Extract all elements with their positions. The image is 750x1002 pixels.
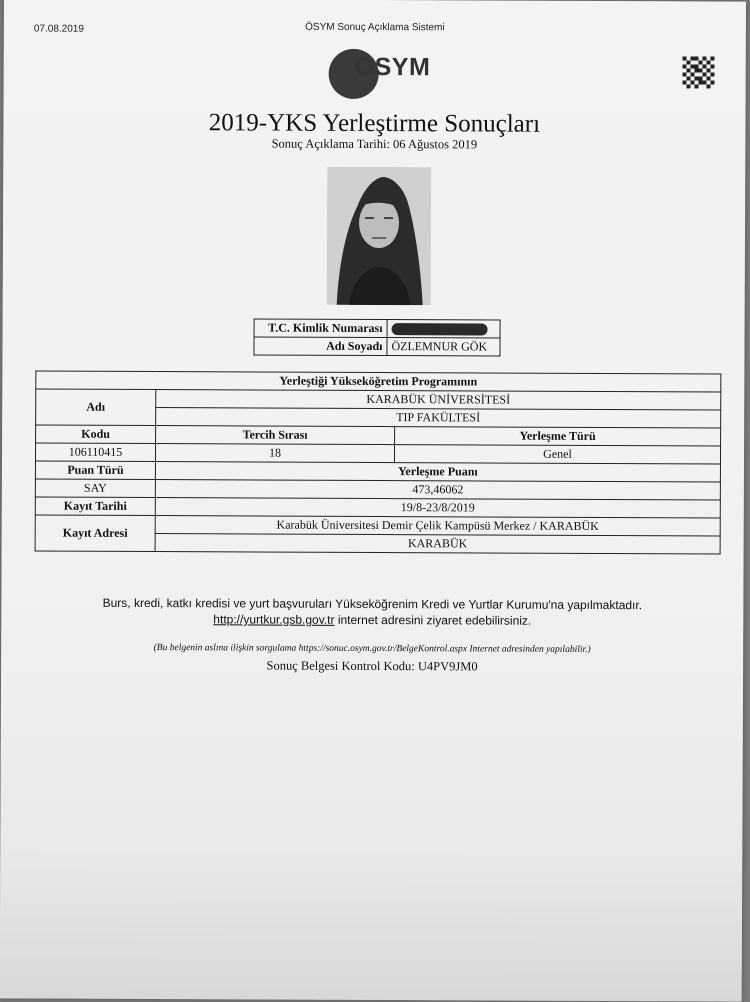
registration-address-line2: KARABÜK (155, 534, 720, 554)
score-type-label: Puan Türü (35, 461, 155, 480)
table-row (254, 319, 500, 338)
system-name: ÖSYM Sonuç Açıklama Sistemi (305, 21, 445, 34)
control-code (1, 657, 743, 675)
table-row (36, 389, 721, 410)
placement-type-value: Genel (394, 445, 720, 464)
registration-address-line1: Karabük Üniversitesi Demir Çelik Kampüsü Merkez / KARABÜK (155, 516, 720, 536)
section-title: Yerleştiği Yükseköğretim Programının (36, 371, 721, 392)
code-value: 106110415 (35, 443, 155, 462)
placement-score-label: Yerleşme Puanı (155, 462, 720, 482)
placement-table (35, 371, 722, 555)
university-name: KARABÜK ÜNİVERSİTESİ (156, 390, 721, 410)
yurtkur-link[interactable]: http://yurtkur.gsb.gov.tr (213, 612, 335, 627)
result-date: Sonuç Açıklama Tarihi: 06 Ağustos 2019 (271, 136, 478, 152)
qr-code-icon (682, 56, 716, 88)
osym-logo (329, 49, 439, 99)
logo-text: ÖSYM (354, 52, 431, 82)
registration-date-value: 19/8-23/8/2019 (155, 498, 720, 518)
registration-address-label: Kayıt Adresi (35, 515, 155, 552)
faculty-name: TIP FAKÜLTESİ (156, 408, 721, 428)
name-value: ÖZLEMNUR GÖK (387, 338, 500, 356)
verification-note: (Bu belgenin aslına ilişkin sorgulama https://sonuc.osym.gov.tr/BelgeKontrol.aspx Internet adresinden yapılabilir.) (153, 643, 591, 655)
table-row (35, 515, 720, 536)
registration-date-label: Kayıt Tarihi (35, 497, 155, 516)
tc-number-label: T.C. Kimlik Numarası (254, 319, 387, 338)
info-line-1: Burs, kredi, katkı kredisi ve yurt başvuruları Yükseköğrenim Kredi ve Yurtlar Kurumu'na yapılmaktadır. (102, 595, 643, 613)
redaction-bar (392, 323, 488, 335)
code-label: Kodu (36, 425, 156, 444)
program-name-label: Adı (36, 389, 156, 426)
info-line-2-text: internet adresini ziyaret edebilirsiniz. (334, 612, 532, 628)
preference-rank-label: Tercih Sırası (156, 426, 395, 445)
name-label: Adı Soyadı (254, 337, 387, 356)
placement-type-label: Yerleşme Türü (395, 427, 721, 446)
print-date: 07.08.2019 (33, 23, 84, 35)
candidate-photo (327, 167, 432, 305)
score-type-value: SAY (35, 479, 155, 498)
placement-score-value: 473,46062 (155, 480, 720, 500)
control-code-value: U4PV9JM0 (417, 659, 478, 674)
tc-number-value (387, 320, 500, 338)
control-code-label: Sonuç Belgesi Kontrol Kodu: (266, 658, 415, 674)
identity-table (253, 318, 500, 356)
info-line-2 (1, 611, 743, 628)
page-title: 2019-YKS Yerleştirme Sonuçları (208, 109, 541, 138)
table-row (254, 337, 500, 356)
preference-rank-value: 18 (155, 444, 394, 463)
